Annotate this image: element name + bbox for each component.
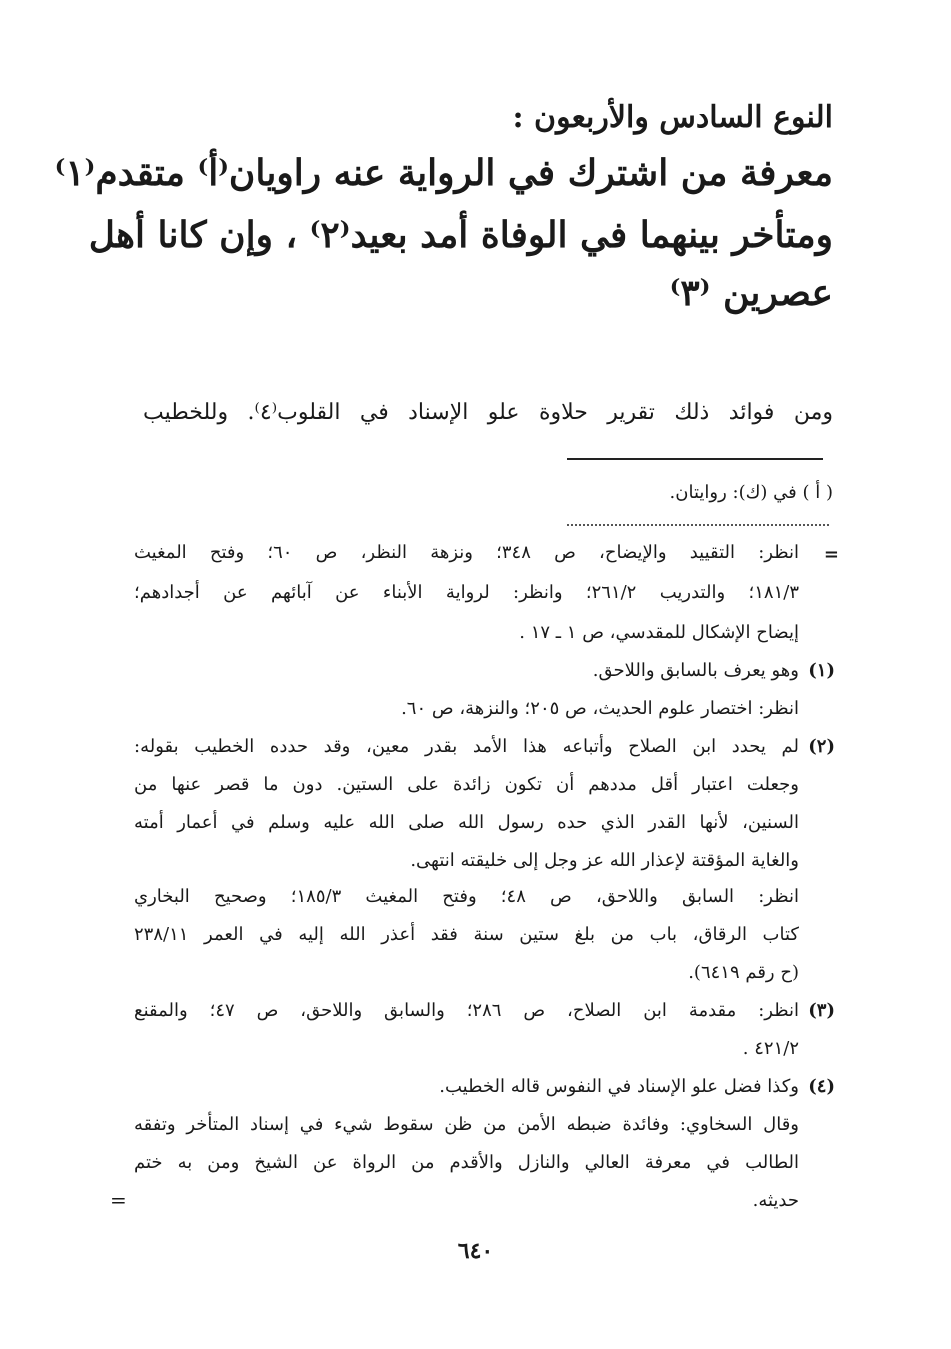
footnote-4-line-3: الطالب في معرفة العالي والنازل والأقدم من الرواة عن الشيخ ومن به ختم [134, 1152, 799, 1173]
page-number: ٦٤٠ [457, 1238, 494, 1264]
chapter-title-line-1: معرفة من اشترك في الرواية عنه راويان⁽أ⁾ متقدم⁽١⁾ [54, 152, 833, 194]
dotted-divider [567, 524, 829, 526]
footnote-4-number: (٤) [808, 1076, 835, 1097]
chapter-title-line-3: عصرين ⁽٣⁾ [669, 272, 833, 314]
continuation-line-2: ١٨١/٣؛ والتدريب ٢٦١/٢؛ وانظر: لرواية الأبناء عن آبائهم عن أجدادهم؛ [134, 582, 799, 603]
continuation-line-3: إيضاح الإشكال للمقدسي، ص ١ ـ ١٧ . [519, 622, 799, 643]
footnote-2-line-2: وجعلت اعتبار أقل مددهم أن تكون زائدة على الستين. دون ما قصر عنها من [134, 774, 799, 795]
footnote-4-line-2: وقال السخاوي: وفائدة ضبطه الأمن من ظن سقوط شيء في إسناد المتأخر وتفقه [134, 1114, 799, 1135]
footnote-1-line-1: وهو يعرف بالسابق واللاحق. [592, 660, 799, 681]
footnote-separator [567, 458, 823, 460]
footnote-1-number: (١) [808, 660, 835, 681]
footnote-3-line-2: ٤٢١/٢ . [742, 1038, 799, 1059]
footnote-2-line-3: السنين، لأنها القدر الذي حده رسول الله صلى الله عليه وسلم في أعمار أمته [134, 812, 799, 833]
footnote-2-line-4: والغاية المؤقتة لإعذار الله عز وجل إلى خليقته انتهى. [410, 850, 799, 871]
footnote-4-line-1: وكذا فضل علو الإسناد في النفوس قاله الخطيب. [439, 1076, 799, 1097]
footnote-2-line-7: (ح رقم ٦٤١٩). [688, 962, 799, 983]
footnote-2-line-1: لم يحدد ابن الصلاح وأتباعه هذا الأمد بقدر معين، وقد حدده الخطيب بقوله: [134, 736, 799, 757]
chapter-label: النوع السادس والأربعون : [512, 100, 833, 135]
chapter-title-line-2: ومتأخر بينهما في الوفاة أمد بعيد⁽٢⁾ ، وإن كانا أهل [88, 214, 833, 256]
footnote-4-line-4: حديثه. [752, 1190, 799, 1211]
footnote-2-line-5: انظر: السابق واللاحق، ص ٤٨؛ وفتح المغيث ١٨٥/٣؛ وصحيح البخاري [134, 886, 799, 907]
continuation-mark: = [823, 544, 839, 565]
body-paragraph: ومن فوائد ذلك تقرير حلاوة علو الإسناد في القلوب⁽٤⁾. وللخطيب [143, 400, 834, 425]
variant-note: ( أ ) في (ك): روايتان. [669, 482, 833, 503]
footnote-2-number: (٢) [808, 736, 835, 757]
footnote-2-line-6: كتاب الرقاق، باب من بلغ ستين سنة فقد أعذر الله إليه في العمر ٢٣٨/١١ [134, 924, 799, 945]
continuation-line-1: انظر: التقييد والإيضاح، ص ٣٤٨؛ ونزهة النظر، ص ٦٠؛ وفتح المغيث [134, 542, 799, 563]
footnote-3-line-1: انظر: مقدمة ابن الصلاح، ص ٢٨٦؛ والسابق واللاحق، ص ٤٧؛ والمقنع [134, 1000, 799, 1021]
footnote-3-number: (٣) [808, 1000, 835, 1021]
continued-mark: = [110, 1188, 127, 1212]
footnote-1-line-2: انظر: اختصار علوم الحديث، ص ٢٠٥؛ والنزهة، ص ٦٠. [401, 698, 799, 719]
